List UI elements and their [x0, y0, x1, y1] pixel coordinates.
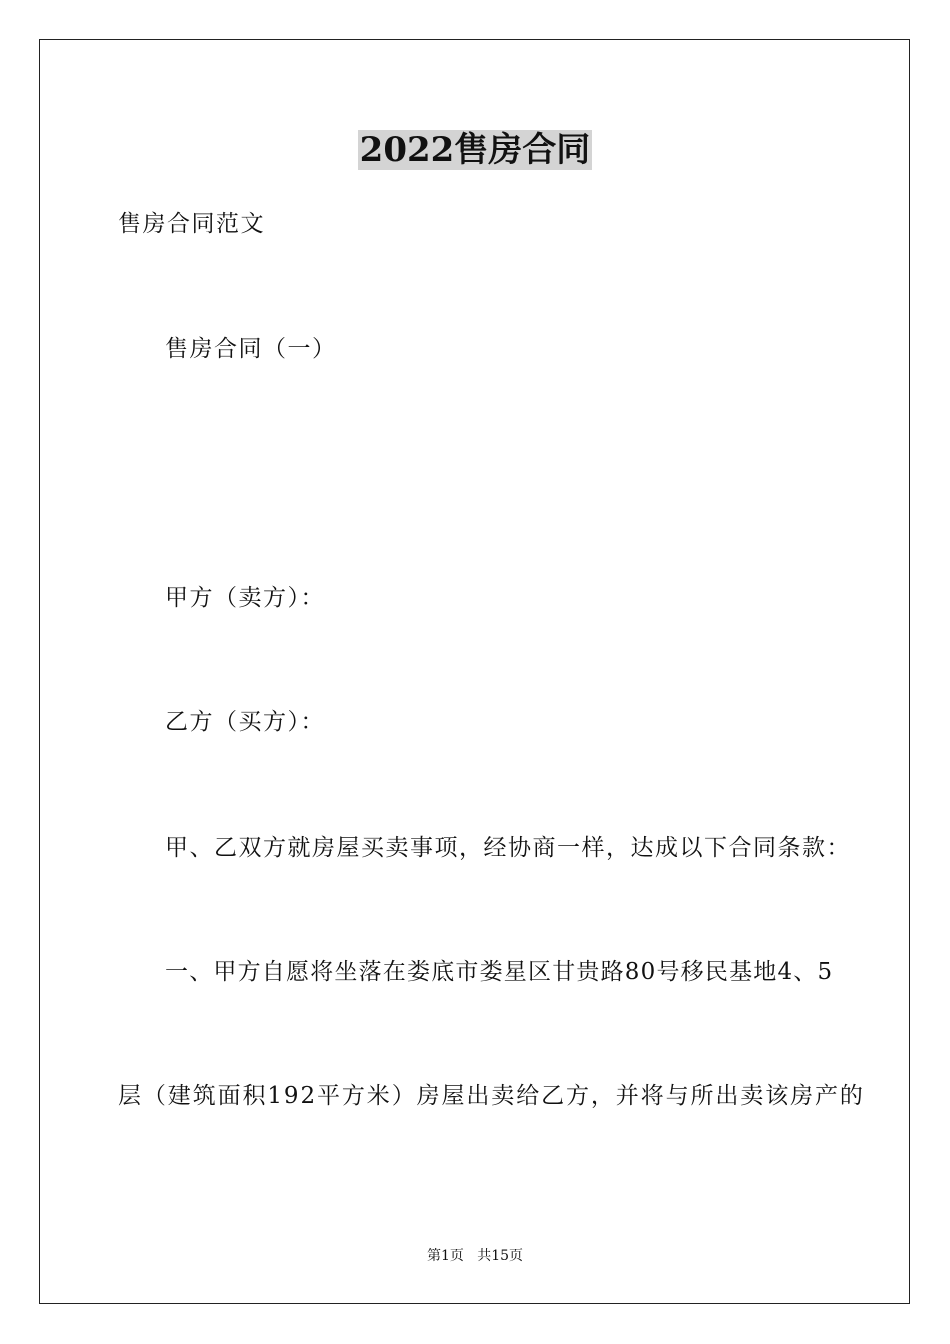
clause-1-line-2: 层（建筑面积192平方米）房屋出卖给乙方，并将与所出卖该房产的 — [118, 1083, 865, 1109]
clause-1-line-1: 一、甲方自愿将坐落在娄底市娄星区甘贵路80号移民基地4、5 — [165, 959, 834, 985]
intro-paragraph: 甲、乙双方就房屋买卖事项，经协商一样，达成以下合同条款： — [165, 835, 851, 861]
party-b-label: 乙方（买方）： — [165, 709, 325, 735]
page-footer: 第1页 共15页 — [426, 1248, 524, 1264]
document-title-text: 2022售房合同 — [359, 130, 591, 170]
party-a-label: 甲方（卖方）： — [165, 585, 325, 611]
document-subtitle: 售房合同范文 — [118, 211, 265, 237]
section-heading: 售房合同（一） — [165, 336, 337, 362]
document-title — [0, 128, 950, 172]
